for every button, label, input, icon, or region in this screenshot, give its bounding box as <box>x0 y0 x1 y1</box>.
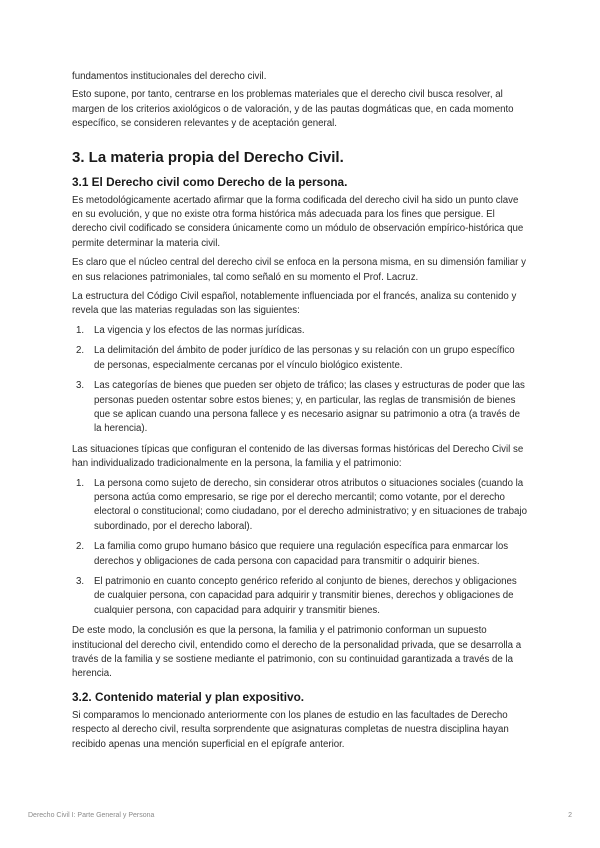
paragraph-intro: Esto supone, por tanto, centrarse en los problemas materiales que el derecho civil busca resolver, al margen de los criterios axiológicos o de valoración, y de las pautas dogmáticas que, en cada momento específico, se consideren relevantes y de aceptación general. <box>72 89 514 130</box>
list-number: 3. <box>76 575 85 587</box>
list-item-text: La vigencia y los efectos de las normas jurídicas. <box>94 324 305 336</box>
footer-title: Derecho Civil I: Parte General y Persona <box>28 812 155 819</box>
list-item <box>72 344 528 373</box>
list-persona-familia-patrimonio <box>72 477 528 619</box>
paragraph-3-1-c: La estructura del Código Civil español, notablemente influenciada por el francés, analiza su contenido y revela que las materias reguladas son las siguientes: <box>72 291 517 317</box>
list-item-text: La familia como grupo humano básico que requiere una regulación específica para enmarcar los derechos y obligaciones de cada persona con capacidad para transmitir o adquirir bienes. <box>94 541 509 567</box>
list-item <box>72 324 528 338</box>
paragraph-3-1-d: Las situaciones típicas que configuran el contenido de las diversas formas históricas del Derecho Civil se han individualizado tradicionalmente en la persona, la familia y el patrimonio: <box>72 443 524 470</box>
list-code-materias <box>72 324 528 437</box>
list-number: 2. <box>76 541 85 553</box>
list-item <box>72 379 528 437</box>
list-item <box>72 540 528 569</box>
list-item-text: El patrimonio en cuanto concepto genérico referido al conjunto de bienes, derechos y obligaciones de cualquier persona, con capacidad para adquirir y transmitir bienes, derechos y obligaciones de cualquier persona, con capacidad para adquirir y transmitir bienes. <box>94 575 517 616</box>
subsection-heading-3-2: 3.2. Contenido material y plan expositivo. <box>72 689 305 704</box>
list-number: 1. <box>76 324 85 336</box>
paragraph-3-1-a: Es metodológicamente acertado afirmar que la forma codificada del derecho civil ha sido un punto clave en su evolución, y que no existe otra forma histórica más adecuada para los fines que persigue. El derecho civil codificado se considera únicamente como un módulo de observación empírico-histórica que permite determinar la materia civil. <box>72 194 524 249</box>
page-number: 2 <box>568 812 572 819</box>
paragraph-3-1-b: Es claro que el núcleo central del derecho civil se enfoca en la persona misma, en su dimensión familiar y en sus relaciones patrimoniales, tal como señaló en su momento el Prof. Lacruz. <box>72 257 526 283</box>
list-item-text: Las categorías de bienes que pueden ser objeto de tráfico; las clases y estructuras de poder que las personas pueden ostentar sobre estos bienes; y, en particular, las reglas de transmisión de bienes que se aplican cuando una persona fallece y es necesario asignar su patrimonio a otra (a través de la herencia). <box>94 380 525 435</box>
paragraph-3-1-e: De este modo, la conclusión es que la persona, la familia y el patrimonio conforman un supuesto institucional del derecho civil, entendido como el derecho de la personalidad privada, que se desarrolla a través de la familia y se sostiene mediante el patrimonio, con su continuidad garantizada a través de la herencia. <box>72 625 522 680</box>
page-footer <box>28 812 572 819</box>
list-item-text: La persona como sujeto de derecho, sin considerar otros atributos o situaciones sociales (cuando la persona actúa como empresario, se rige por el derecho mercantil; como votante, por el derecho electoral o constitucional; como ciudadano, por el derecho administrativo; y en situaciones de trabajo subordinado, por el derecho laboral). <box>94 477 527 532</box>
paragraph-3-2-a: Si comparamos lo mencionado anteriormente con los planes de estudio en las facultades de Derecho respecto al derecho civil, resulta sorprendente que asignaturas completas de nuestra disciplina hayan recibido apenas una mención superficial en el epígrafe anterior. <box>72 709 509 750</box>
list-item <box>72 477 528 535</box>
subsection-heading-3-1: 3.1 El Derecho civil como Derecho de la persona. <box>72 174 348 189</box>
list-item <box>72 575 528 618</box>
paragraph-intro-tail: fundamentos institucionales del derecho civil. <box>72 71 267 82</box>
document-page <box>72 70 528 757</box>
list-item-text: La delimitación del ámbito de poder jurídico de las personas y su relación con un grupo específico de personas, especialmente cercanas por el vínculo biológico existente. <box>94 345 515 371</box>
list-number: 3. <box>76 380 85 392</box>
section-heading-3: 3. La materia propia del Derecho Civil. <box>72 148 344 166</box>
list-number: 2. <box>76 345 85 357</box>
list-number: 1. <box>76 477 85 489</box>
